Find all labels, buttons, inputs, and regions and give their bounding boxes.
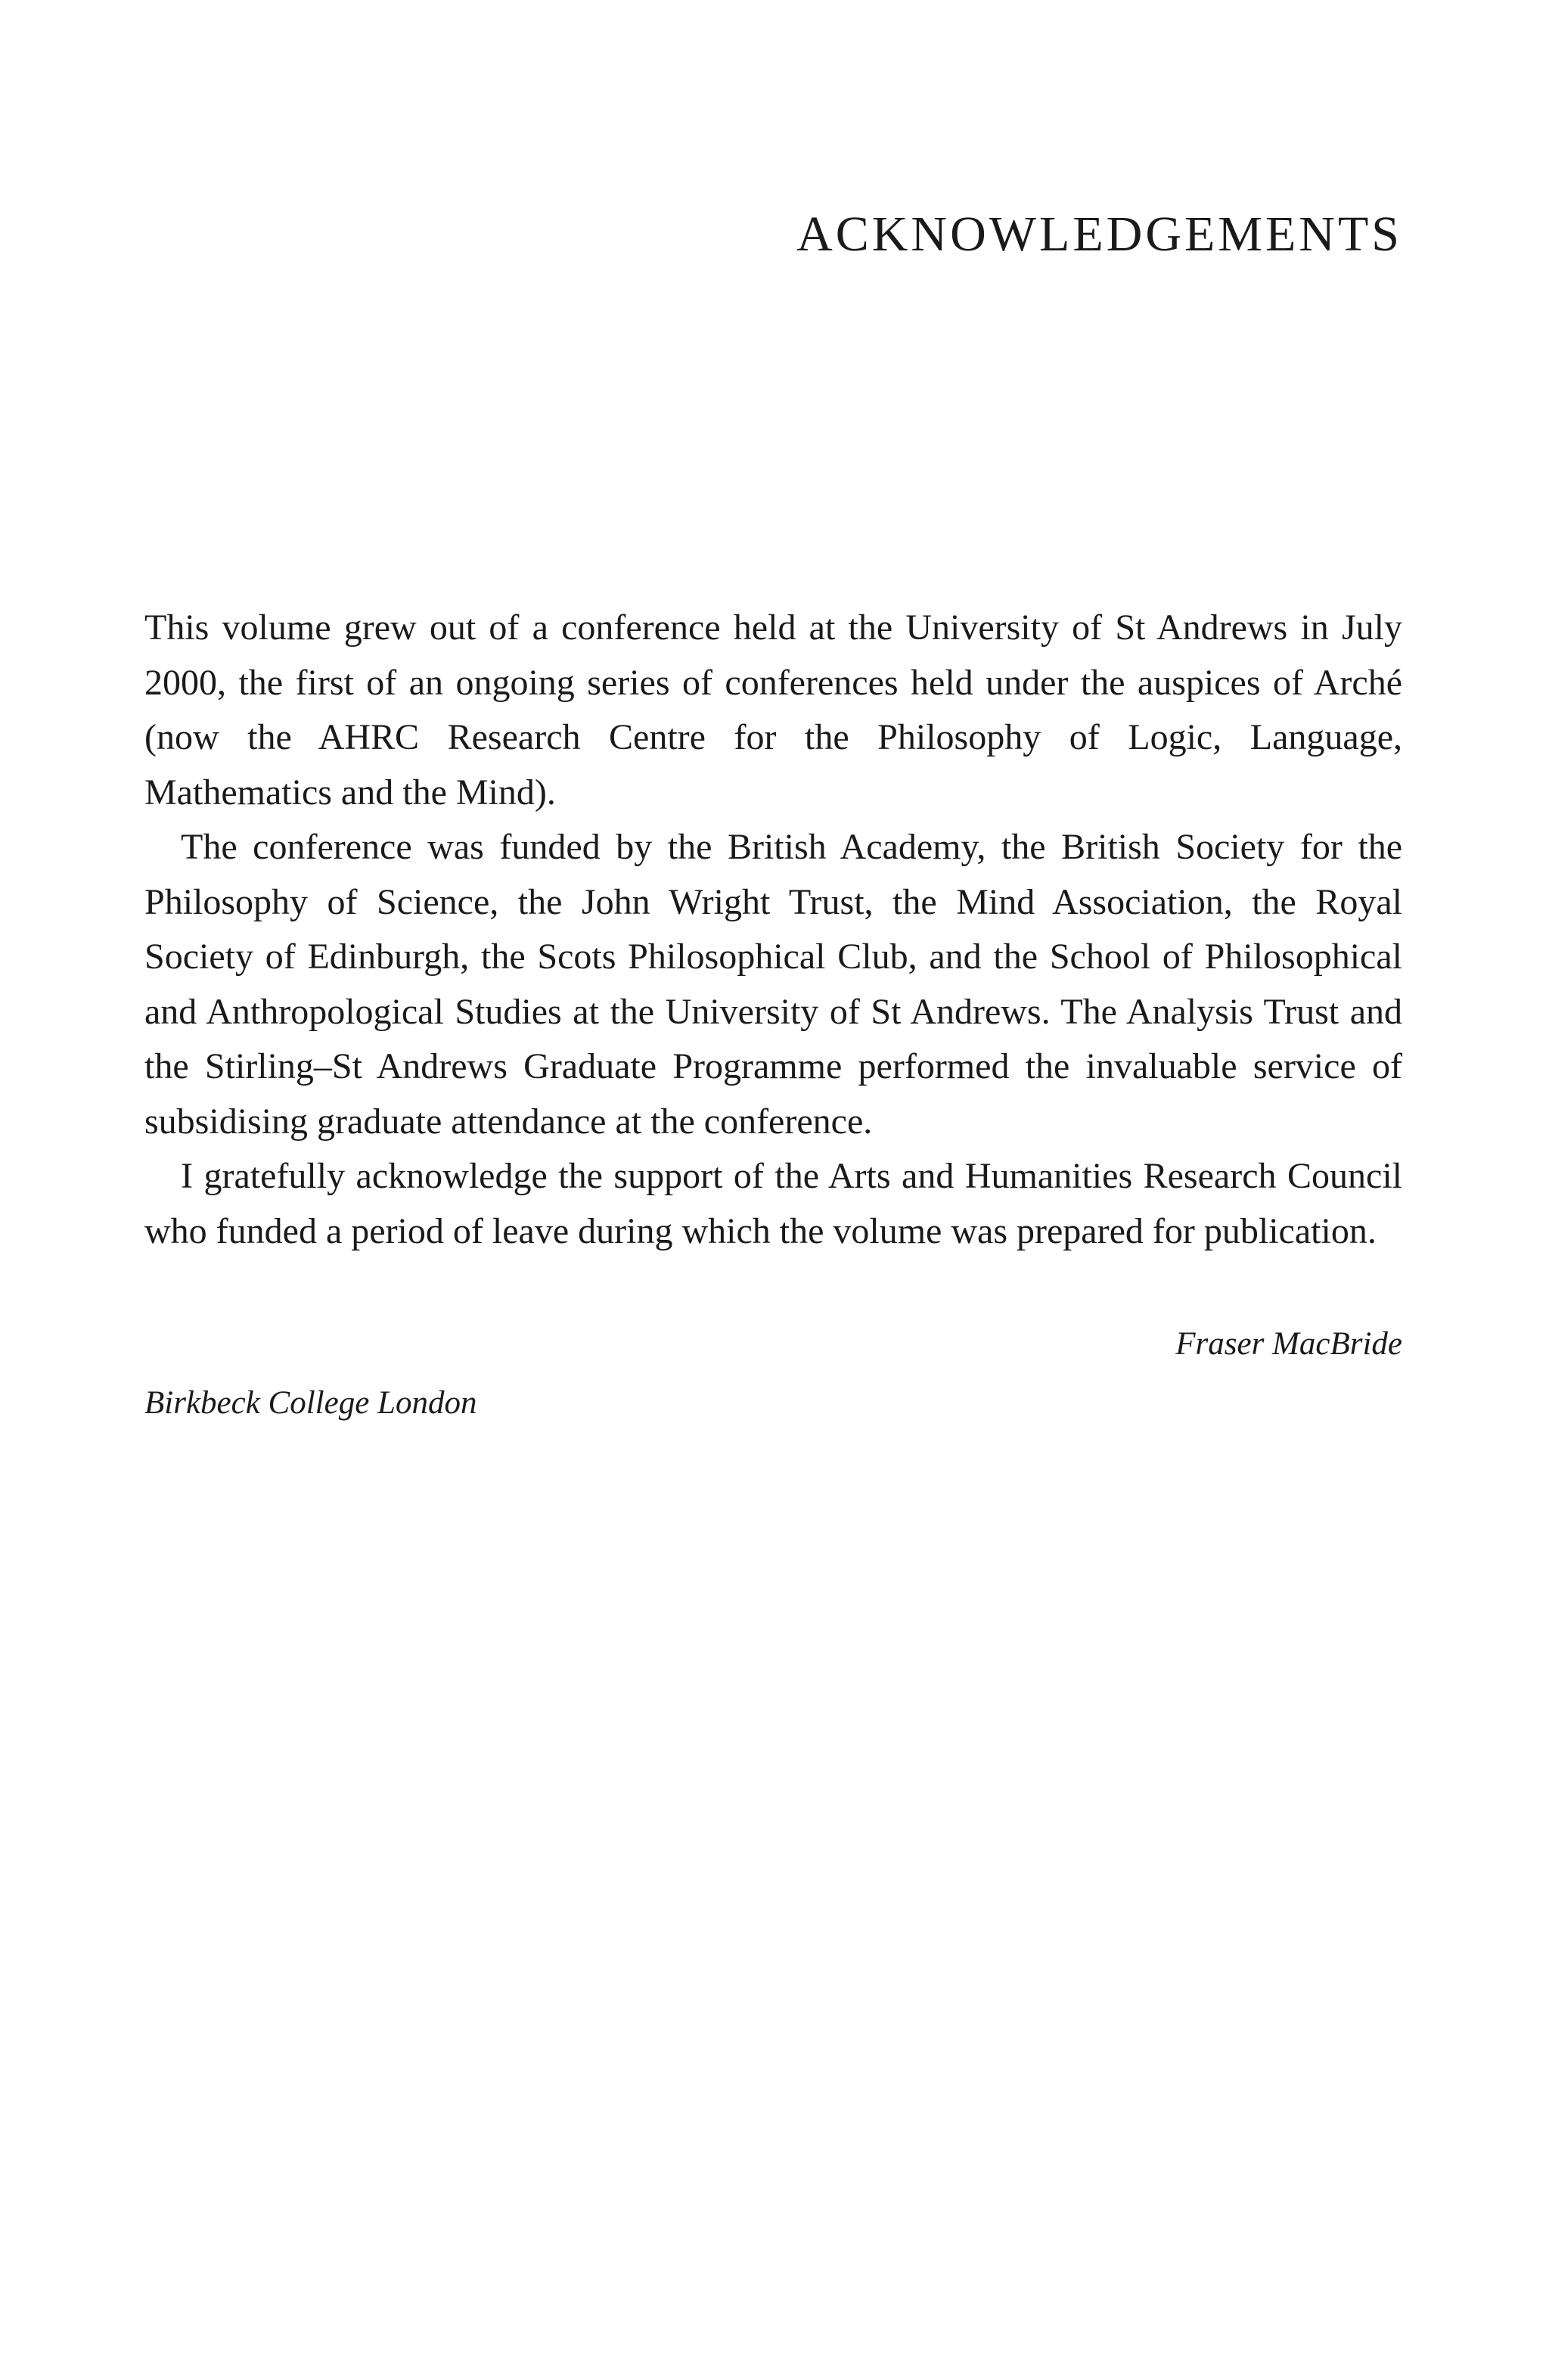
- paragraph-2: The conference was funded by the British Academy, the British Society for the Philosophy of Science, the John Wright Trust, the Mind Association, the Royal Society of Edinburgh, the Scots Philosophical Club, and the School of Philosophical and Anthropological Studies at the University of St Andrews. The Analysis Trust and the Stirling–St Andrews Graduate Programme performed the invaluable service of subsidising graduate attendance at the conference.: [144, 827, 1402, 1142]
- paragraph-3: I gratefully acknowledge the support of the Arts and Humanities Research Council who funded a period of leave during which the volume was prepared for publication.: [144, 1156, 1402, 1251]
- author-affiliation: Birkbeck College London: [144, 1385, 477, 1421]
- paragraph-1: This volume grew out of a conference held at the University of St Andrews in July 2000, the first of an ongoing series of conferences held under the auspices of Arché (now the AHRC Research Centre for the Philosophy of Logic, Language, Mathematics and the Mind).: [144, 607, 1402, 812]
- page-title: ACKNOWLEDGEMENTS: [796, 207, 1402, 262]
- acknowledgements-body: [144, 601, 1402, 1259]
- author-signature: Fraser MacBride: [1175, 1326, 1402, 1362]
